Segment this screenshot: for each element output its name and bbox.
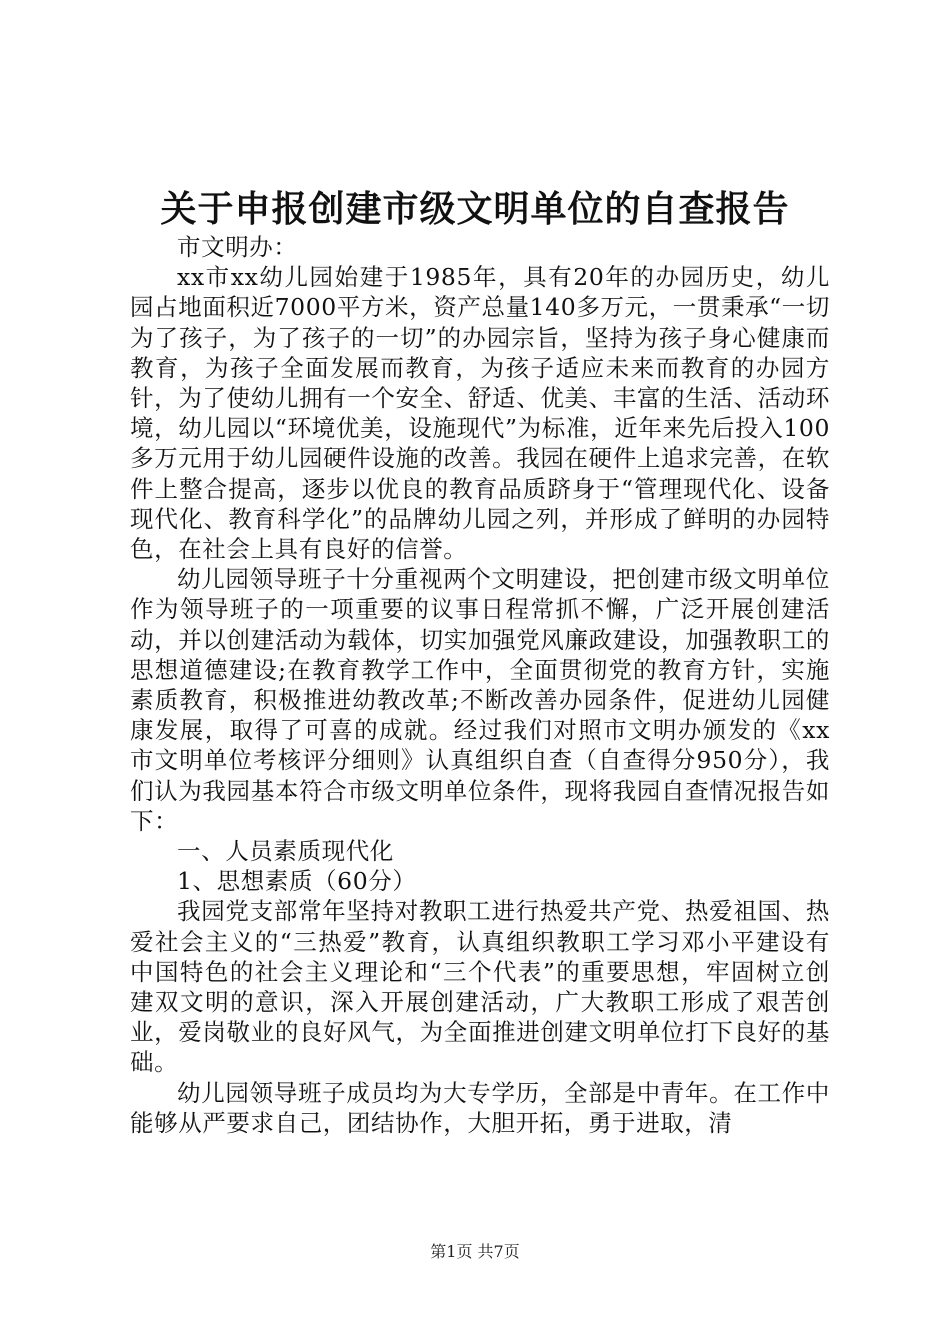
document-body — [130, 232, 830, 1138]
subsection-heading: 1、思想素质（60分） — [177, 867, 417, 896]
paragraph-team: 幼儿园领导班子成员均为大专学历，全部是中青年。在工作中能够从严要求自己，团结协作，大胆开拓，勇于进取，清 — [130, 1078, 830, 1137]
document-title: 关于申报创建市级文明单位的自查报告 — [160, 188, 790, 230]
salutation: 市文明办： — [177, 233, 298, 261]
section-heading: 一、人员素质现代化 — [177, 837, 394, 866]
page-footer: 第1页 共7页 — [430, 1242, 520, 1261]
paragraph-intro: xx市xx幼儿园始建于1985年，具有20年的办园历史，幼儿园占地面积近7000平方米，资产总量140多万元，一贯秉承“一切为了孩子，为了孩子的一切”的办园宗旨，坚持为孩子身心健康而教育，为孩子全面发展而教育，为孩子适应未来而教育的办园方针，为了使幼儿拥有一个安全、舒适、优美、丰富的生活、活动环境，幼儿园以“环境优美，设施现代”为标准，近年来先后投入100多万元用于幼儿园硬件设施的改善。我园在硬件上追求完善，在软件上整合提高，逐步以优良的教育品质跻身于“管理现代化、设备现代化、教育科学化”的品牌幼儿园之列，并形成了鲜明的办园特色，在社会上具有良好的信誉。 — [130, 263, 830, 564]
paragraph-ideology: 我园党支部常年坚持对教职工进行热爱共产党、热爱祖国、热爱社会主义的“三热爱”教育，认真组织教职工学习邓小平建设有中国特色的社会主义理论和“三个代表”的重要思想，牢固树立创建双文明的意识，深入开展创建活动，广大教职工形成了艰苦创业，爱岗敬业的良好风气，为全面推进创建文明单位打下良好的基础。 — [130, 897, 830, 1077]
paragraph-leadership: 幼儿园领导班子十分重视两个文明建设，把创建市级文明单位作为领导班子的一项重要的议事日程常抓不懈，广泛开展创建活动，并以创建活动为载体，切实加强党风廉政建设，加强教职工的思想道德建设;在教育教学工作中，全面贯彻党的教育方针，实施素质教育，积极推进幼教改革;不断改善办园条件，促进幼儿园健康发展，取得了可喜的成就。经过我们对照市文明办颁发的《xx市文明单位考核评分细则》认真组织自查（自查得分950分），我们认为我园基本符合市级文明单位条件，现将我园自查情况报告如下： — [130, 565, 830, 835]
